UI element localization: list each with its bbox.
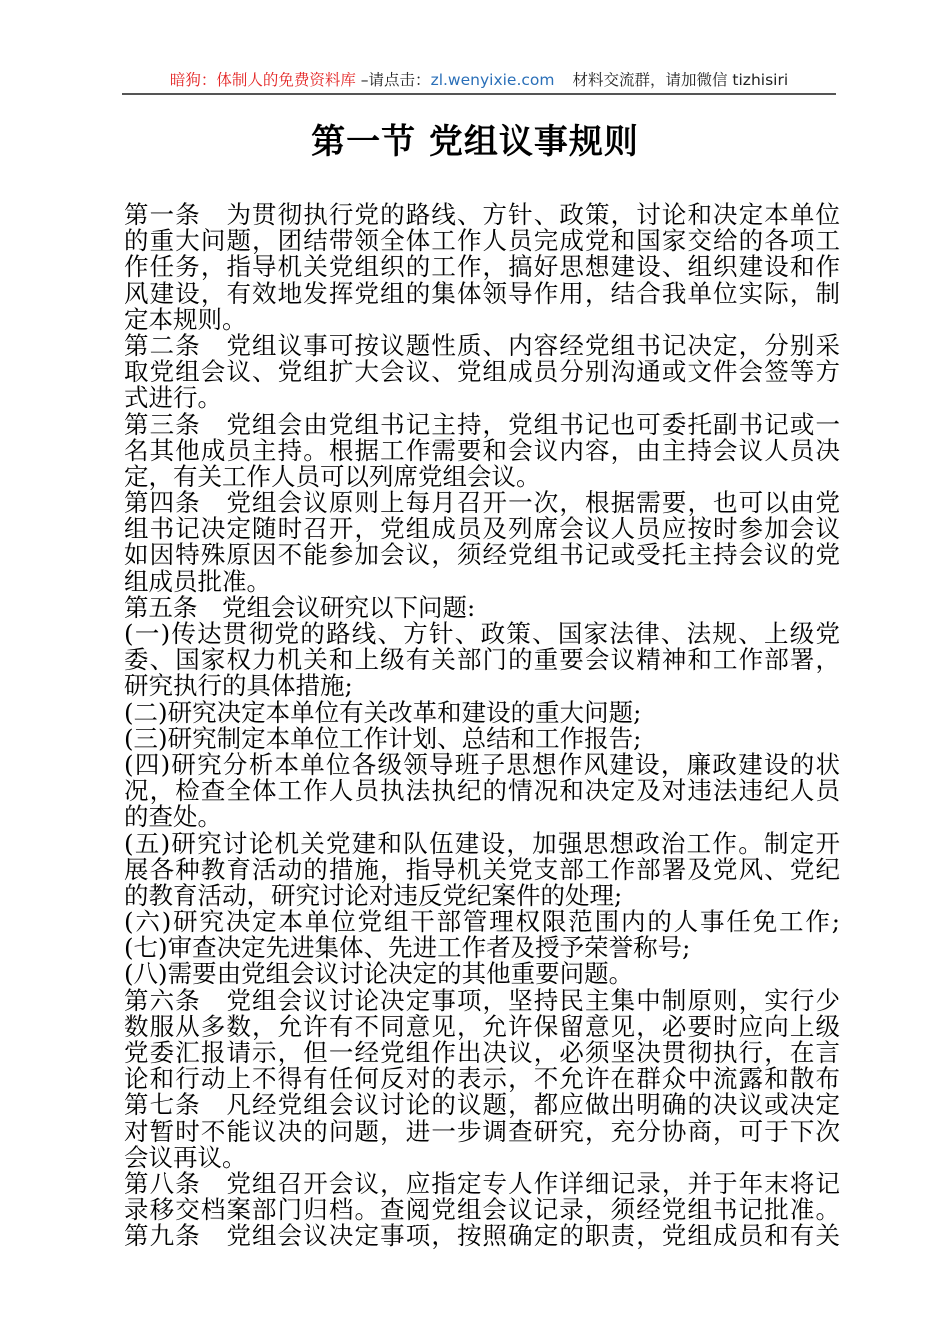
paragraph-line: (三)研究制定本单位工作计划、总结和工作报告;	[124, 725, 642, 752]
paragraph-line: 作任务，指导机关党组织的工作，搞好思想建设、组织建设和作	[124, 254, 840, 281]
paragraph-line: 名其他成员主持。根据工作需要和会议内容，由主持会议人员决	[124, 437, 840, 464]
paragraph-line: 第六条 党组会议讨论决定事项，坚持民主集中制原则，实行少	[124, 987, 840, 1014]
paragraph-line: 党委汇报请示，但一经党组作出决议，必须坚决贯彻执行，在言	[124, 1040, 840, 1067]
paragraph-line: 的重大问题，团结带领全体工作人员完成党和国家交给的各项工	[124, 228, 840, 255]
paragraph-line: (七)审查决定先进集体、先进工作者及授予荣誉称号;	[124, 935, 691, 962]
paragraph-line: 风建设，有效地发挥党组的集体领导作用，结合我单位实际，制	[124, 280, 840, 307]
paragraph-line: 会议再议。	[124, 1144, 247, 1171]
paragraph-line: 第二条 党组议事可按议题性质、内容经党组书记决定，分别采	[124, 332, 840, 360]
group-note: 材料交流群，请加微信 tizhisiri	[572, 71, 789, 89]
paragraph-line: 录移交档案部门归档。查阅党组会议记录，须经党组书记批准。	[124, 1197, 840, 1224]
paragraph-line: 第四条 党组会议原则上每月召开一次，根据需要，也可以由党	[124, 490, 840, 517]
paragraph-line: (五)研究讨论机关党建和队伍建设，加强思想政治工作。制定开	[124, 830, 840, 857]
website-link[interactable]: zl.wenyixie.com	[430, 71, 555, 89]
paragraph-line: 第九条 党组会议决定事项，按照确定的职责，党组成员和有关	[124, 1223, 840, 1250]
paragraph-line: 委、国家权力机关和上级有关部门的重要会议精神和工作部署，	[124, 647, 840, 674]
paragraph-line: 定，有关工作人员可以列席党组会议。	[124, 463, 541, 491]
paragraph-line: 第三条 党组会由党组书记主持，党组书记也可委托副书记或一	[124, 411, 840, 438]
paragraph-line: 的查处。	[124, 804, 222, 831]
paragraph-line: (四)研究分析本单位各级领导班子思想作风建设，廉政建设的状	[124, 751, 840, 779]
paragraph-line: (八)需要由党组会议讨论决定的其他重要问题。	[124, 961, 634, 988]
paragraph-line: 的教育活动，研究讨论对违反党纪案件的处理;	[124, 882, 623, 910]
paragraph-line: 第五条 党组会议研究以下问题:	[124, 594, 476, 621]
paragraph-line: (六)研究决定本单位党组干部管理权限范围内的人事任免工作;	[124, 909, 840, 936]
paragraph-line: 论和行动上不得有任何反对的表示，不允许在群众中流露和散布	[124, 1066, 840, 1093]
paragraph-line: 第八条 党组召开会议，应指定专人作详细记录，并于年末将记	[124, 1170, 840, 1198]
paragraph-line: 取党组会议、党组扩大会议、党组成员分别沟通或文件会签等方	[124, 359, 840, 386]
paragraph-line: 数服从多数，允许有不同意见，允许保留意见，必要时应向上级	[124, 1013, 840, 1040]
paragraph-line: 式进行。	[124, 385, 222, 412]
paragraph-line: (一)传达贯彻党的路线、方针、政策、国家法律、法规、上级党	[124, 621, 840, 648]
page-title: 第一节 党组议事规则	[311, 122, 639, 162]
paragraph-line: 组书记决定随时召开，党组成员及列席会议人员应按时参加会议	[124, 516, 840, 543]
paragraph-line: (二)研究决定本单位有关改革和建设的重大问题;	[124, 699, 642, 726]
paragraph-line: 如因特殊原因不能参加会议，须经党组书记或受托主持会议的党	[124, 542, 840, 569]
paragraph-line: 况，检查全体工作人员执法执纪的情况和决定及对违法违纪人员	[124, 778, 840, 805]
paragraph-line: 第七条 凡经党组会议讨论的议题，都应做出明确的决议或决定	[124, 1092, 840, 1119]
paragraph-line: 对暂时不能议决的问题，进一步调查研究，充分协商，可于下次	[124, 1118, 840, 1145]
promo-text: 暗狗：体制人的免费资料库	[169, 71, 356, 89]
document-body	[124, 202, 840, 1250]
paragraph-line: 展各种教育活动的措施，指导机关党支部工作部署及党风、党纪	[124, 856, 840, 883]
paragraph-line: 定本规则。	[124, 306, 247, 333]
header-divider	[122, 93, 836, 95]
click-prompt: –请点击：	[355, 71, 431, 89]
paragraph-line: 研究执行的具体措施;	[124, 673, 353, 700]
paragraph-line: 第一条 为贯彻执行党的路线、方针、政策，讨论和决定本单位	[124, 202, 840, 229]
paragraph-line: 组成员批准。	[124, 568, 271, 595]
page-header-banner	[122, 68, 836, 90]
